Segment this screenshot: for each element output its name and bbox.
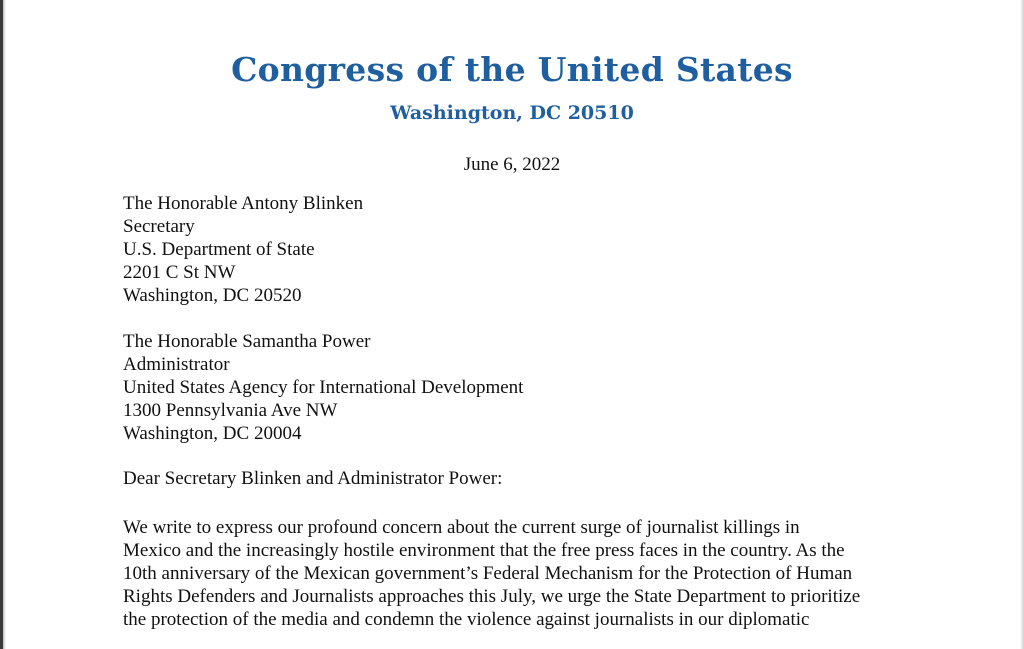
recipient-2-title: Administrator bbox=[123, 354, 230, 375]
body-paragraph bbox=[123, 517, 860, 632]
letterhead-title: Congress of the United States bbox=[231, 50, 793, 89]
paragraph-line: the protection of the media and condemn the violence against journalists in our diplomatic bbox=[123, 609, 810, 630]
recipient-address-1 bbox=[123, 193, 363, 308]
recipient-1-street: 2201 C St NW bbox=[123, 262, 236, 283]
recipient-2-city: Washington, DC 20004 bbox=[123, 423, 302, 444]
recipient-1-organization: U.S. Department of State bbox=[123, 239, 315, 260]
letterhead-subtitle: Washington, DC 20510 bbox=[390, 102, 634, 124]
letter-date: June 6, 2022 bbox=[463, 154, 561, 175]
paragraph-line: Mexico and the increasingly hostile environment that the free press faces in the country. As the bbox=[123, 540, 845, 561]
salutation: Dear Secretary Blinken and Administrator Power: bbox=[123, 468, 503, 489]
recipient-1-city: Washington, DC 20520 bbox=[123, 285, 302, 306]
recipient-2-name: The Honorable Samantha Power bbox=[123, 331, 371, 352]
recipient-1-title: Secretary bbox=[123, 216, 195, 237]
paragraph-line: Rights Defenders and Journalists approaches this July, we urge the State Department to prioritize bbox=[123, 586, 861, 607]
paragraph-line: 10th anniversary of the Mexican government’s Federal Mechanism for the Protection of Human bbox=[123, 563, 853, 584]
recipient-2-organization: United States Agency for International Development bbox=[123, 377, 524, 398]
recipient-address-2 bbox=[123, 331, 523, 446]
paragraph-line: We write to express our profound concern about the current surge of journalist killings in bbox=[123, 517, 800, 538]
recipient-1-name: The Honorable Antony Blinken bbox=[123, 193, 364, 214]
recipient-2-street: 1300 Pennsylvania Ave NW bbox=[123, 400, 338, 421]
